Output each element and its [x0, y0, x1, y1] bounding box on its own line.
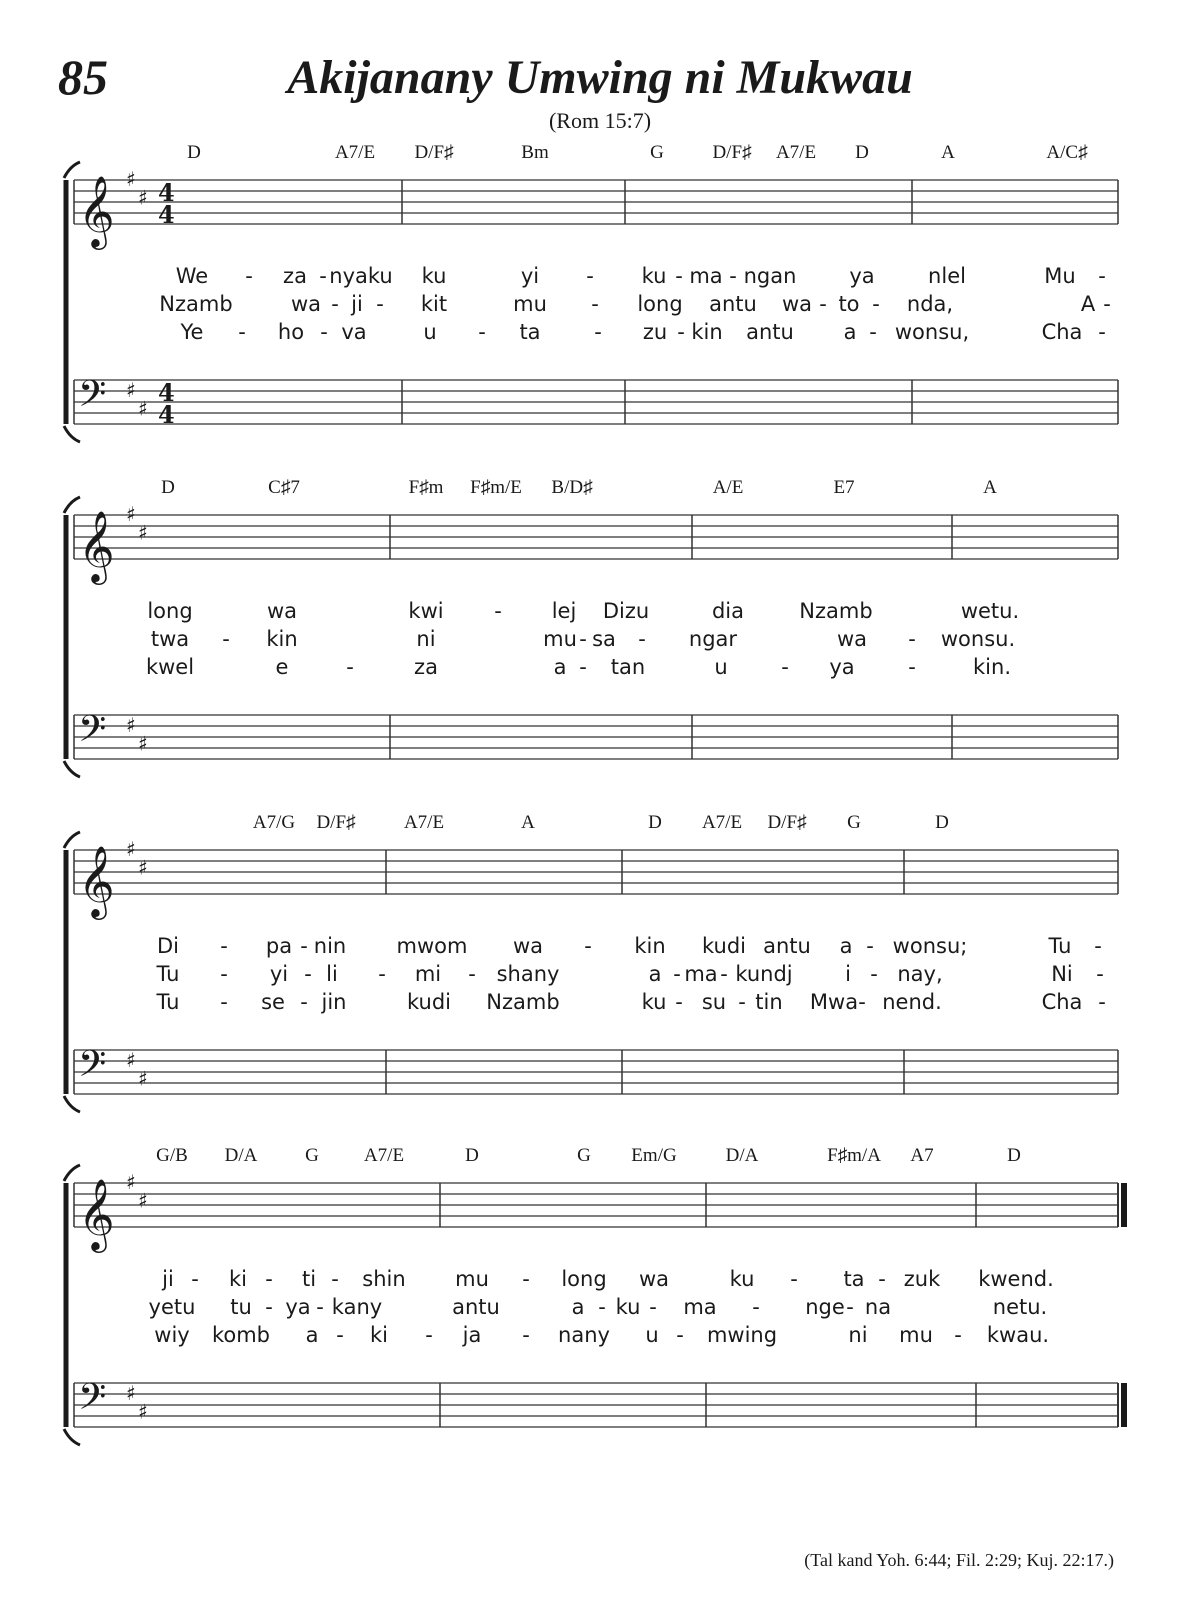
lyric-hyphen: -: [494, 599, 502, 623]
lyric-hyphen: -: [676, 1323, 684, 1347]
lyric-hyphen: -: [594, 320, 602, 344]
bass-clef-icon: 𝄢: [78, 373, 107, 424]
lyric-syllable: ti: [301, 1267, 317, 1291]
chord-symbol: D/A: [725, 1145, 759, 1166]
lyric-syllable: pa: [265, 934, 293, 958]
lyric-syllable: za: [283, 264, 307, 288]
hymn-title: Akijanany Umwing ni Mukwau: [287, 51, 913, 104]
chord-symbol: A: [941, 142, 955, 163]
lyric-syllable: ji: [351, 292, 363, 316]
lyric-syllable: long: [637, 292, 683, 316]
lyric-hyphen: -: [331, 292, 339, 316]
chord-symbol: A7/E: [334, 142, 376, 163]
lyric-syllable: a: [648, 962, 662, 986]
bass-clef-icon: 𝄢: [78, 708, 107, 759]
lyric-hyphen: -: [319, 264, 327, 288]
lyric-syllable: Nzamb: [799, 599, 873, 623]
lyric-syllable: zu: [642, 320, 668, 344]
lyric-syllable: komb: [211, 1323, 271, 1347]
treble-clef-icon: 𝄞: [78, 509, 115, 582]
lyric-hyphen: -: [1096, 962, 1104, 986]
lyric-syllable: ta: [519, 320, 541, 344]
lyric-hyphen: -: [522, 1267, 530, 1291]
chord-symbol: G: [650, 142, 664, 163]
sharp-icon: ♯: [138, 520, 148, 545]
lyric-syllable: wonsu.: [940, 627, 1016, 651]
chord-symbol: A7/E: [363, 1145, 405, 1166]
lyric-hyphen: -: [220, 934, 228, 958]
lyric-syllable: a: [305, 1323, 319, 1347]
treble-clef-icon: 𝄞: [78, 844, 115, 917]
lyric-syllable: ji: [162, 1267, 174, 1291]
lyric-syllable: Cha: [1041, 320, 1083, 344]
lyric-syllable: Dizu: [602, 599, 650, 623]
lyric-syllable: kudi: [407, 990, 451, 1014]
lyric-syllable: nany: [558, 1323, 610, 1347]
time-signature: 4: [158, 178, 175, 207]
lyric-syllable: ya: [829, 655, 855, 679]
music-system-2: [52, 475, 1128, 785]
sharp-icon: ♯: [126, 167, 136, 191]
lyric-syllable: kwend.: [978, 1267, 1054, 1291]
lyric-syllable: wa: [638, 1267, 670, 1291]
time-signature: 4: [158, 200, 175, 229]
lyric-syllable: ho: [277, 320, 305, 344]
chord-symbol: D/F♯: [712, 142, 752, 163]
chord-symbol: E7: [833, 477, 855, 498]
treble-clef-icon: 𝄞: [78, 1177, 115, 1250]
lyric-syllable: a: [839, 934, 853, 958]
lyric-hyphen: -: [478, 320, 486, 344]
chord-symbol: B/D♯: [551, 477, 593, 498]
music-system-3: [52, 810, 1128, 1120]
lyric-syllable: wa: [781, 292, 813, 316]
lyric-syllable: wa: [266, 599, 298, 623]
sharp-icon: ♯: [138, 855, 148, 880]
bass-clef-icon: 𝄢: [78, 1376, 107, 1427]
lyric-hyphen: -: [866, 934, 874, 958]
lyric-hyphen: -: [300, 990, 308, 1014]
lyric-hyphen: -: [1098, 320, 1106, 344]
lyric-syllable: ni: [848, 1323, 868, 1347]
lyric-syllable: ni: [416, 627, 436, 651]
lyric-syllable: lej: [551, 599, 577, 623]
lyric-hyphen: -: [752, 1295, 760, 1319]
lyric-syllable: kin: [634, 934, 666, 958]
lyric-syllable: wa: [836, 627, 868, 651]
lyric-syllable: mu: [899, 1323, 933, 1347]
lyric-syllable: Di: [156, 934, 180, 958]
chord-symbol: A7/E: [701, 812, 743, 833]
lyric-syllable: wonsu;: [892, 934, 968, 958]
lyric-syllable: ku: [641, 264, 667, 288]
lyric-syllable: shin: [362, 1267, 406, 1291]
chord-symbol: D: [648, 812, 662, 833]
lyric-hyphen: -: [265, 1267, 273, 1291]
lyric-hyphen: -: [220, 962, 228, 986]
lyric-syllable: nend.: [882, 990, 942, 1014]
lyric-syllable: wetu.: [960, 599, 1020, 623]
lyric-syllable: tan: [610, 655, 646, 679]
lyric-syllable: We: [175, 264, 209, 288]
lyric-syllable: mu: [455, 1267, 489, 1291]
sharp-icon: ♯: [126, 837, 136, 861]
chord-symbol: D/F♯: [767, 812, 807, 833]
treble-clef-icon: 𝄞: [78, 174, 115, 247]
lyric-syllable: Mwa: [809, 990, 859, 1014]
lyric-syllable: nda,: [906, 292, 954, 316]
chord-symbol: D/A: [224, 1145, 258, 1166]
sharp-icon: ♯: [138, 185, 148, 210]
chord-symbol: D: [935, 812, 949, 833]
lyric-hyphen: -: [598, 1295, 606, 1319]
hymn-number: 85: [58, 49, 108, 105]
lyric-syllable: va: [341, 320, 367, 344]
lyric-syllable: Nzamb: [486, 990, 560, 1014]
chord-symbol: D: [1007, 1145, 1021, 1166]
lyric-syllable: kin: [266, 627, 298, 651]
lyric-syllable: Ye: [180, 320, 204, 344]
chord-symbol: A7/E: [775, 142, 817, 163]
lyric-syllable: nlel: [928, 264, 966, 288]
lyric-syllable: tin: [755, 990, 783, 1014]
lyric-syllable: nge: [805, 1295, 845, 1319]
lyric-syllable: yetu: [148, 1295, 196, 1319]
lyric-syllable: zuk: [903, 1267, 941, 1291]
lyric-hyphen: -: [819, 292, 827, 316]
lyric-syllable: u: [423, 320, 437, 344]
chord-symbol: F♯m: [408, 477, 444, 498]
lyric-hyphen: -: [908, 655, 916, 679]
lyric-syllable: kwi: [408, 599, 444, 623]
lyric-hyphen: -: [586, 264, 594, 288]
chord-symbol: F♯m/A: [827, 1145, 881, 1166]
lyric-hyphen: -: [320, 320, 328, 344]
chord-symbol: G/B: [156, 1145, 188, 1166]
chord-symbol: A7/G: [252, 812, 296, 833]
lyric-syllable: ma: [683, 1295, 717, 1319]
lyric-syllable: a: [571, 1295, 585, 1319]
lyric-syllable: a: [843, 320, 857, 344]
lyric-hyphen: -: [222, 627, 230, 651]
chord-symbol: F♯m/E: [470, 477, 522, 498]
system-bracket: [64, 761, 80, 777]
lyric-hyphen: -: [220, 990, 228, 1014]
staff-system-4: [52, 1143, 1128, 1453]
lyric-hyphen: -: [316, 1295, 324, 1319]
lyric-hyphen: -: [846, 1295, 854, 1319]
lyric-hyphen: -: [781, 655, 789, 679]
final-barline: [1121, 1183, 1127, 1227]
sharp-icon: ♯: [126, 1381, 136, 1405]
lyric-syllable: kit: [420, 292, 448, 316]
sharp-icon: ♯: [126, 502, 136, 526]
sharp-icon: ♯: [126, 713, 136, 737]
chord-symbol: A: [521, 812, 535, 833]
lyric-syllable: ku: [729, 1267, 755, 1291]
sharp-icon: ♯: [138, 1188, 148, 1213]
lyric-syllable: mu: [513, 292, 547, 316]
lyric-syllable: ku: [615, 1295, 641, 1319]
lyric-syllable: kundj: [735, 962, 793, 986]
chord-symbol: D/F♯: [414, 142, 454, 163]
lyric-hyphen: -: [872, 292, 880, 316]
lyric-syllable: i: [845, 962, 851, 986]
chord-symbol: G: [847, 812, 861, 833]
lyric-hyphen: -: [1098, 990, 1106, 1014]
lyric-hyphen: -: [304, 962, 312, 986]
music-system-1: [52, 140, 1128, 450]
lyric-syllable: Ni: [1051, 962, 1073, 986]
lyric-syllable: na: [864, 1295, 892, 1319]
chord-symbol: Em/G: [631, 1145, 677, 1166]
sharp-icon: ♯: [126, 378, 136, 402]
lyric-hyphen: -: [738, 990, 746, 1014]
lyric-syllable: twa: [150, 627, 190, 651]
chord-symbol: D: [465, 1145, 479, 1166]
lyric-hyphen: -: [720, 962, 728, 986]
lyric-hyphen: -: [1098, 264, 1106, 288]
lyric-syllable: long: [561, 1267, 607, 1291]
lyric-syllable: Mu: [1044, 264, 1076, 288]
lyric-syllable: kany: [331, 1295, 383, 1319]
sharp-icon: ♯: [138, 1399, 148, 1424]
chord-symbol: G: [305, 1145, 319, 1166]
lyric-syllable: wa: [512, 934, 544, 958]
chord-symbol: A/E: [712, 477, 744, 498]
lyric-syllable: ngan: [743, 264, 797, 288]
lyric-hyphen: -: [468, 962, 476, 986]
chord-symbol: A7/E: [403, 812, 445, 833]
lyric-syllable: u: [714, 655, 728, 679]
lyric-hyphen: -: [238, 320, 246, 344]
lyric-syllable: mwing: [706, 1323, 778, 1347]
scripture-reference: (Rom 15:7): [548, 108, 652, 133]
lyric-hyphen: -: [265, 1295, 273, 1319]
lyric-hyphen: -: [954, 1323, 962, 1347]
lyric-hyphen: -: [673, 962, 681, 986]
lyric-syllable: Tu: [1048, 934, 1072, 958]
lyric-hyphen: -: [376, 292, 384, 316]
lyric-hyphen: -: [425, 1323, 433, 1347]
lyric-hyphen: -: [300, 934, 308, 958]
lyric-hyphen: -: [579, 655, 587, 679]
lyric-syllable: ku: [421, 264, 447, 288]
system-bracket: [64, 426, 80, 442]
lyric-syllable: sa: [592, 627, 616, 651]
time-signature: 4: [158, 400, 175, 429]
lyric-syllable: dia: [711, 599, 745, 623]
lyric-hyphen: -: [677, 320, 685, 344]
lyric-syllable: Nzamb: [159, 292, 233, 316]
lyric-hyphen: -: [638, 627, 646, 651]
lyric-syllable: su: [701, 990, 727, 1014]
lyric-syllable: li: [326, 962, 338, 986]
lyric-syllable: za: [414, 655, 438, 679]
lyric-hyphen: -: [331, 1267, 339, 1291]
lyric-syllable: kwel: [145, 655, 195, 679]
lyric-syllable: tu: [230, 1295, 252, 1319]
lyric-hyphen: -: [522, 1323, 530, 1347]
sharp-icon: ♯: [138, 731, 148, 756]
lyric-hyphen: -: [790, 1267, 798, 1291]
lyric-syllable: ki: [370, 1323, 388, 1347]
chord-symbol: G: [577, 1145, 591, 1166]
lyric-syllable: a: [553, 655, 567, 679]
lyric-syllable: kwau.: [986, 1323, 1050, 1347]
sharp-icon: ♯: [126, 1170, 136, 1194]
lyric-syllable: mi: [414, 962, 442, 986]
chord-symbol: A7: [910, 1145, 934, 1166]
lyric-syllable: antu: [746, 320, 794, 344]
lyric-syllable: ya: [849, 264, 875, 288]
lyric-hyphen: -: [1103, 292, 1111, 316]
lyric-syllable: ki: [229, 1267, 247, 1291]
lyric-syllable: e: [275, 655, 289, 679]
lyric-hyphen: -: [1094, 934, 1102, 958]
lyric-hyphen: -: [729, 264, 737, 288]
lyric-hyphen: -: [649, 1295, 657, 1319]
lyric-hyphen: -: [878, 1267, 886, 1291]
lyric-syllable: wonsu,: [894, 320, 970, 344]
lyric-syllable: ma: [684, 962, 718, 986]
sharp-icon: ♯: [138, 1066, 148, 1091]
lyric-syllable: ngar: [688, 627, 738, 651]
lyric-hyphen: -: [869, 320, 877, 344]
lyric-syllable: ma: [689, 264, 723, 288]
chord-symbol: Bm: [521, 142, 549, 163]
lyric-syllable: ya: [285, 1295, 311, 1319]
bass-clef-icon: 𝄢: [78, 1043, 107, 1094]
sharp-icon: ♯: [138, 396, 148, 421]
music-system-4: [52, 1143, 1128, 1453]
lyric-syllable: antu: [709, 292, 757, 316]
chord-symbol: A: [983, 477, 997, 498]
lyric-syllable: mwom: [396, 934, 468, 958]
lyric-syllable: to: [838, 292, 860, 316]
lyric-syllable: u: [645, 1323, 659, 1347]
lyric-hyphen: -: [336, 1323, 344, 1347]
lyric-syllable: yi: [520, 264, 540, 288]
lyric-syllable: wa: [290, 292, 322, 316]
chord-symbol: D: [855, 142, 869, 163]
lyric-syllable: antu: [763, 934, 811, 958]
final-barline: [1121, 1383, 1127, 1427]
chord-symbol: D/F♯: [316, 812, 356, 833]
lyric-hyphen: -: [675, 990, 683, 1014]
lyric-syllable: Cha: [1041, 990, 1083, 1014]
lyric-syllable: nay,: [897, 962, 943, 986]
lyric-hyphen: -: [675, 264, 683, 288]
lyric-syllable: yi: [269, 962, 289, 986]
lyric-hyphen: -: [245, 264, 253, 288]
lyric-syllable: mu: [543, 627, 577, 651]
lyric-syllable: Tu: [156, 962, 180, 986]
lyric-syllable: jin: [321, 990, 347, 1014]
lyric-syllable: shany: [496, 962, 560, 986]
lyric-syllable: kudi: [702, 934, 746, 958]
lyric-hyphen: -: [908, 627, 916, 651]
lyric-syllable: wiy: [154, 1323, 190, 1347]
chord-symbol: D: [187, 142, 201, 163]
lyric-syllable: A: [1080, 292, 1096, 316]
system-bracket: [64, 1429, 80, 1445]
staff-system-3: [52, 810, 1128, 1120]
lyric-syllable: long: [147, 599, 193, 623]
lyric-hyphen: -: [584, 934, 592, 958]
time-signature: 4: [158, 378, 175, 407]
lyric-syllable: ta: [843, 1267, 865, 1291]
chord-symbol: C♯7: [268, 477, 300, 498]
lyric-syllable: antu: [452, 1295, 500, 1319]
lyric-syllable: netu.: [992, 1295, 1048, 1319]
lyric-hyphen: -: [191, 1267, 199, 1291]
lyric-syllable: ja: [462, 1323, 482, 1347]
lyric-syllable: kin.: [973, 655, 1011, 679]
lyric-hyphen: -: [378, 962, 386, 986]
lyric-hyphen: -: [858, 990, 866, 1014]
lyric-syllable: se: [261, 990, 285, 1014]
system-bracket: [64, 1096, 80, 1112]
lyric-syllable: ku: [641, 990, 667, 1014]
lyric-syllable: Tu: [156, 990, 180, 1014]
footer-scripture-references: (Tal kand Yoh. 6:44; Fil. 2:29; Kuj. 22:17.): [804, 1550, 1114, 1570]
sharp-icon: ♯: [126, 1048, 136, 1072]
chord-symbol: A/C♯: [1046, 142, 1088, 163]
chord-symbol: D: [161, 477, 175, 498]
lyric-hyphen: -: [579, 627, 587, 651]
lyric-syllable: kin: [691, 320, 723, 344]
lyric-syllable: nin: [313, 934, 347, 958]
lyric-hyphen: -: [346, 655, 354, 679]
lyric-hyphen: -: [591, 292, 599, 316]
lyric-syllable: nyaku: [329, 264, 393, 288]
lyric-hyphen: -: [870, 962, 878, 986]
